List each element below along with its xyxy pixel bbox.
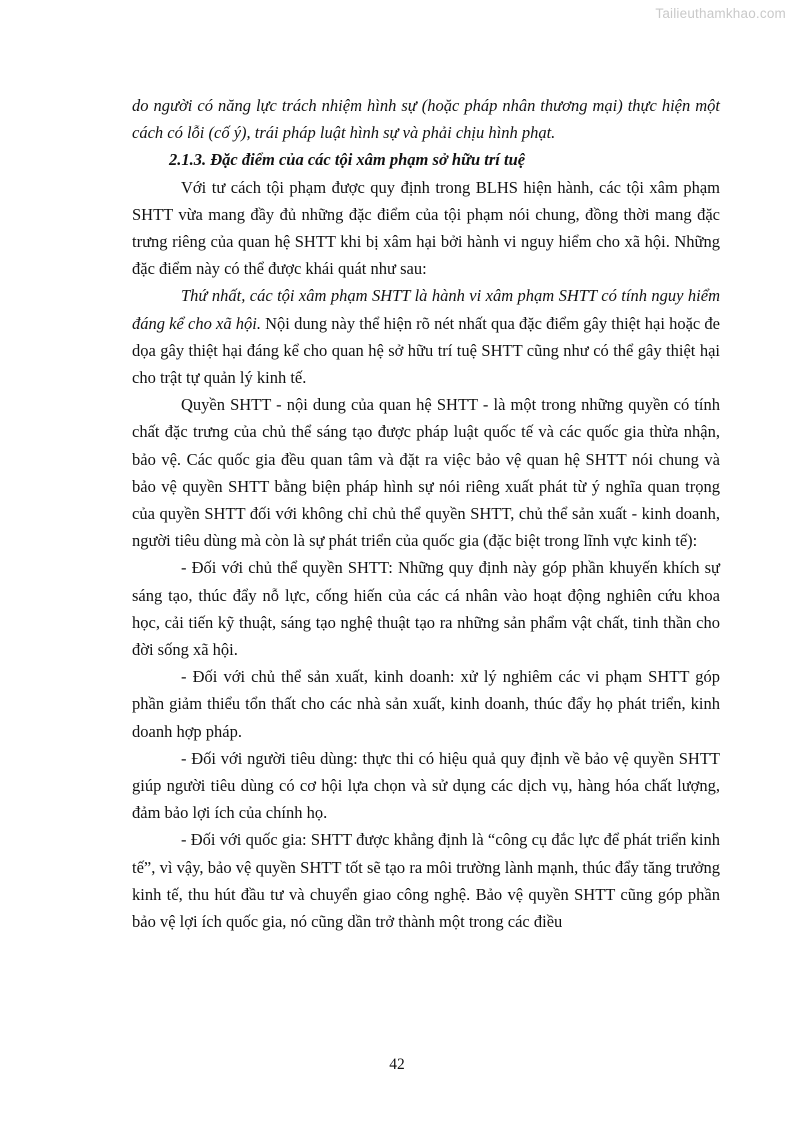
list-item-rights-holder: - Đối với chủ thể quyền SHTT: Những quy định này góp phần khuyến khích sự sáng tạo, thúc đẩy nỗ lực, cống hiến của các cá nhân vào hoạt động nghiên cứu khoa học, cải tiến kỹ thuật, sáng tạo nghệ thuật tạo ra những sản phẩm vật chất, tinh thần cho đời sống xã hội.: [132, 558, 720, 660]
list-item-nation: - Đối với quốc gia: SHTT được khẳng định là “công cụ đắc lực để phát triển kinh tế”, vì vậy, bảo vệ quyền SHTT tốt sẽ tạo ra môi trường lành mạnh, thúc đẩy tăng trưởng kinh tế, thu hút đầu tư và chuyển giao công nghệ. Bảo vệ quyền SHTT cũng góp phần bảo vệ lợi ích quốc gia, nó cũng dần trở thành một trong các điều: [132, 830, 720, 932]
document-body: [132, 92, 720, 935]
paragraph-first-characteristic: [132, 282, 720, 391]
paragraph-ip-rights: Quyền SHTT - nội dung của quan hệ SHTT - là một trong những quyền có tính chất đặc trưng của chủ thể sáng tạo được pháp luật quốc tế và các quốc gia thừa nhận, bảo vệ. Các quốc gia đều quan tâm và đặt ra việc bảo vệ quan hệ SHTT nói chung và bảo vệ quyền SHTT bằng biện pháp hình sự nói riêng xuất phát từ ý nghĩa quan trọng của quyền SHTT đối với không chỉ chủ thể quyền SHTT, chủ thể sản xuất - kinh doanh, người tiêu dùng mà còn là sự phát triển của quốc gia (đặc biệt trong lĩnh vực kinh tế):: [132, 395, 720, 551]
list-item-producer: - Đối với chủ thể sản xuất, kinh doanh: xử lý nghiêm các vi phạm SHTT góp phần giảm thiểu tổn thất cho các nhà sản xuất, kinh doanh, thúc đẩy họ phát triển, kinh doanh hợp pháp.: [132, 667, 720, 741]
page-number: 42: [389, 1056, 405, 1073]
list-item-consumer: - Đối với người tiêu dùng: thực thi có hiệu quả quy định về bảo vệ quyền SHTT giúp người tiêu dùng có cơ hội lựa chọn và sử dụng các dịch vụ, hàng hóa chất lượng, đảm bảo lợi ích của chính họ.: [132, 748, 720, 823]
section-heading: 2.1.3. Đặc điểm của các tội xâm phạm sở hữu trí tuệ: [169, 150, 526, 170]
first-characteristic-explanation: Nội dung này thể hiện rõ nét nhất qua đặc điểm gây thiệt hại hoặc đe dọa gây thiệt hại đáng kể cho quan hệ sở hữu trí tuệ SHTT cũng như có thể gây thiệt hại cho trật tự quản lý kinh tế.: [132, 313, 720, 388]
first-characteristic-statement: Thứ nhất, các tội xâm phạm SHTT là hành vi xâm phạm SHTT có tính nguy hiểm đáng kể cho xã hội.: [132, 286, 720, 333]
paragraph-intro: Với tư cách tội phạm được quy định trong BLHS hiện hành, các tội xâm phạm SHTT vừa mang đầy đủ những đặc điểm của tội phạm nói chung, đồng thời mang đặc trưng riêng của quan hệ SHTT khi bị xâm hại bởi hành vi nguy hiểm cho xã hội. Những đặc điểm này có thể được khái quát như sau:: [132, 177, 720, 279]
watermark-text: Tailieuthamkhao.com: [655, 6, 786, 21]
paragraph-definition-continuation: do người có năng lực trách nhiệm hình sự (hoặc pháp nhân thương mại) thực hiện một cách có lỗi (cố ý), trái pháp luật hình sự và phải chịu hình phạt.: [132, 96, 720, 143]
